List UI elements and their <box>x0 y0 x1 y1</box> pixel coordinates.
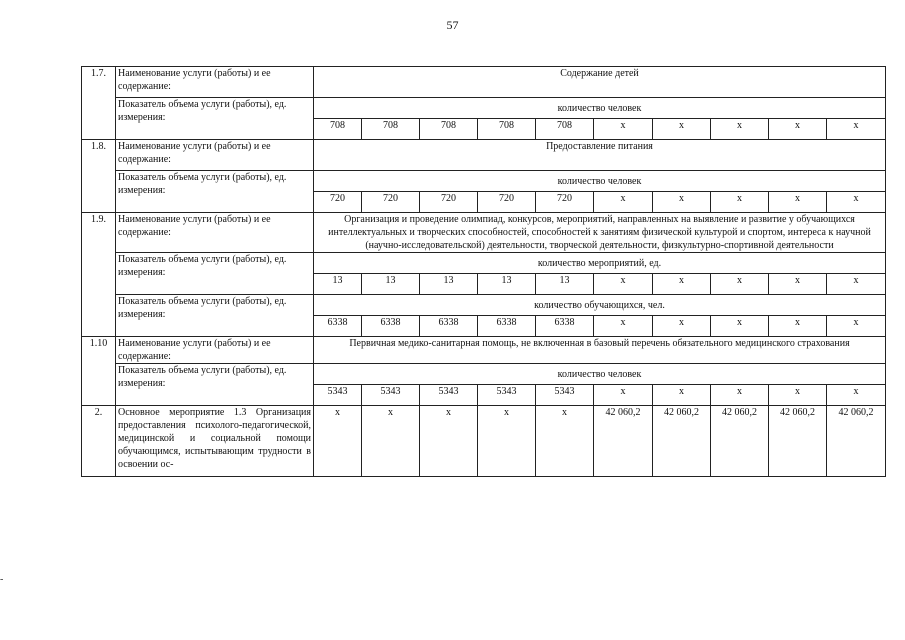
page-number: 57 <box>446 18 459 32</box>
indicator-row <box>82 98 886 119</box>
value-cell: 708 <box>314 119 362 140</box>
service-name-label: Наименование услуги (работы) и ее содержание: <box>116 140 314 171</box>
value-cell: 42 060,2 <box>711 406 769 477</box>
service-name-value: Организация и проведение олимпиад, конкурсов, мероприятий, направленных на выявление и развитие у обучающихся интеллектуальных и творческих способностей, способностей к занятиям физической культурой и спортом, интереса к научной (научно-исследовательской) деятельности, творческой деятельности, физкультурно-спортивной деятельности <box>314 213 886 253</box>
value-cell: 13 <box>536 274 594 295</box>
service-name-value: Первичная медико-санитарная помощь, не включенная в базовый перечень обязательного медицинского страхования <box>314 337 886 364</box>
value-cell: 708 <box>536 119 594 140</box>
value-cell: 6338 <box>536 316 594 337</box>
value-cell: 13 <box>314 274 362 295</box>
value-cell: x <box>594 385 653 406</box>
value-cell: x <box>653 385 711 406</box>
indicator-unit: количество человек <box>314 98 886 119</box>
service-name-label: Наименование услуги (работы) и ее содержание: <box>116 213 314 253</box>
value-cell: 5343 <box>478 385 536 406</box>
value-cell: x <box>653 119 711 140</box>
value-cell: x <box>536 406 594 477</box>
value-cell: 5343 <box>536 385 594 406</box>
section-number: 1.8. <box>82 140 116 213</box>
value-cell: 13 <box>420 274 478 295</box>
value-cell: 720 <box>362 192 420 213</box>
indicator-row <box>82 295 886 316</box>
value-cell: 708 <box>478 119 536 140</box>
value-cell: x <box>711 274 769 295</box>
indicator-label: Показатель объема услуги (работы), ед. измерения: <box>116 98 314 140</box>
value-cell: x <box>594 274 653 295</box>
value-cell: x <box>827 385 886 406</box>
indicator-row <box>82 253 886 274</box>
value-cell: 42 060,2 <box>594 406 653 477</box>
section-number: 1.10 <box>82 337 116 406</box>
indicator-unit: количество человек <box>314 364 886 385</box>
value-cell: 5343 <box>314 385 362 406</box>
value-cell: x <box>711 119 769 140</box>
value-cell: 6338 <box>478 316 536 337</box>
value-cell: x <box>769 274 827 295</box>
value-cell: x <box>711 192 769 213</box>
value-cell: x <box>314 406 362 477</box>
value-cell: 13 <box>362 274 420 295</box>
section-number: 1.9. <box>82 213 116 337</box>
main-activity-label: Основное мероприятие 1.3 Организация предоставления психолого-педагогической, медицинской и социальной помощи обучающимся, испытывающим трудности в освоении ос- <box>116 406 314 477</box>
indicator-unit: количество обучающихся, чел. <box>314 295 886 316</box>
value-cell: 720 <box>314 192 362 213</box>
main-activity-row <box>82 406 886 477</box>
indicator-label: Показатель объема услуги (работы), ед. измерения: <box>116 171 314 213</box>
value-cell: x <box>827 119 886 140</box>
value-cell: x <box>827 316 886 337</box>
indicator-label: Показатель объема услуги (работы), ед. измерения: <box>116 364 314 406</box>
value-cell: x <box>594 119 653 140</box>
service-name-value: Содержание детей <box>314 67 886 98</box>
service-name-value: Предоставление питания <box>314 140 886 171</box>
value-cell: 6338 <box>314 316 362 337</box>
value-cell: x <box>594 316 653 337</box>
value-cell: x <box>594 192 653 213</box>
value-cell: x <box>478 406 536 477</box>
value-cell: x <box>653 316 711 337</box>
value-cell: 42 060,2 <box>827 406 886 477</box>
value-cell: 5343 <box>420 385 478 406</box>
section-row <box>82 67 886 98</box>
value-cell: 720 <box>536 192 594 213</box>
indicator-label: Показатель объема услуги (работы), ед. измерения: <box>116 295 314 337</box>
value-cell: 720 <box>478 192 536 213</box>
value-cell: x <box>769 385 827 406</box>
indicator-row <box>82 364 886 385</box>
indicator-label: Показатель объема услуги (работы), ед. измерения: <box>116 253 314 295</box>
value-cell: 42 060,2 <box>769 406 827 477</box>
value-cell: x <box>711 385 769 406</box>
service-name-label: Наименование услуги (работы) и ее содержание: <box>116 337 314 364</box>
value-cell: x <box>827 192 886 213</box>
value-cell: 6338 <box>420 316 478 337</box>
value-cell: x <box>653 274 711 295</box>
value-cell: x <box>420 406 478 477</box>
value-cell: x <box>653 192 711 213</box>
section-row <box>82 140 886 171</box>
value-cell: 5343 <box>362 385 420 406</box>
value-cell: x <box>769 119 827 140</box>
value-cell: x <box>362 406 420 477</box>
section-row <box>82 337 886 364</box>
value-cell: x <box>827 274 886 295</box>
value-cell: 708 <box>362 119 420 140</box>
section-row <box>82 213 886 253</box>
value-cell: x <box>711 316 769 337</box>
margin-mark: - <box>0 574 4 585</box>
indicator-unit: количество мероприятий, ед. <box>314 253 886 274</box>
value-cell: 42 060,2 <box>653 406 711 477</box>
indicator-unit: количество человек <box>314 171 886 192</box>
value-cell: 6338 <box>362 316 420 337</box>
value-cell: 13 <box>478 274 536 295</box>
value-cell: 720 <box>420 192 478 213</box>
service-name-label: Наименование услуги (работы) и ее содержание: <box>116 67 314 98</box>
indicator-row <box>82 171 886 192</box>
value-cell: 708 <box>420 119 478 140</box>
section-number: 1.7. <box>82 67 116 140</box>
value-cell: x <box>769 316 827 337</box>
section-number: 2. <box>82 406 116 477</box>
value-cell: x <box>769 192 827 213</box>
services-table <box>81 66 886 477</box>
